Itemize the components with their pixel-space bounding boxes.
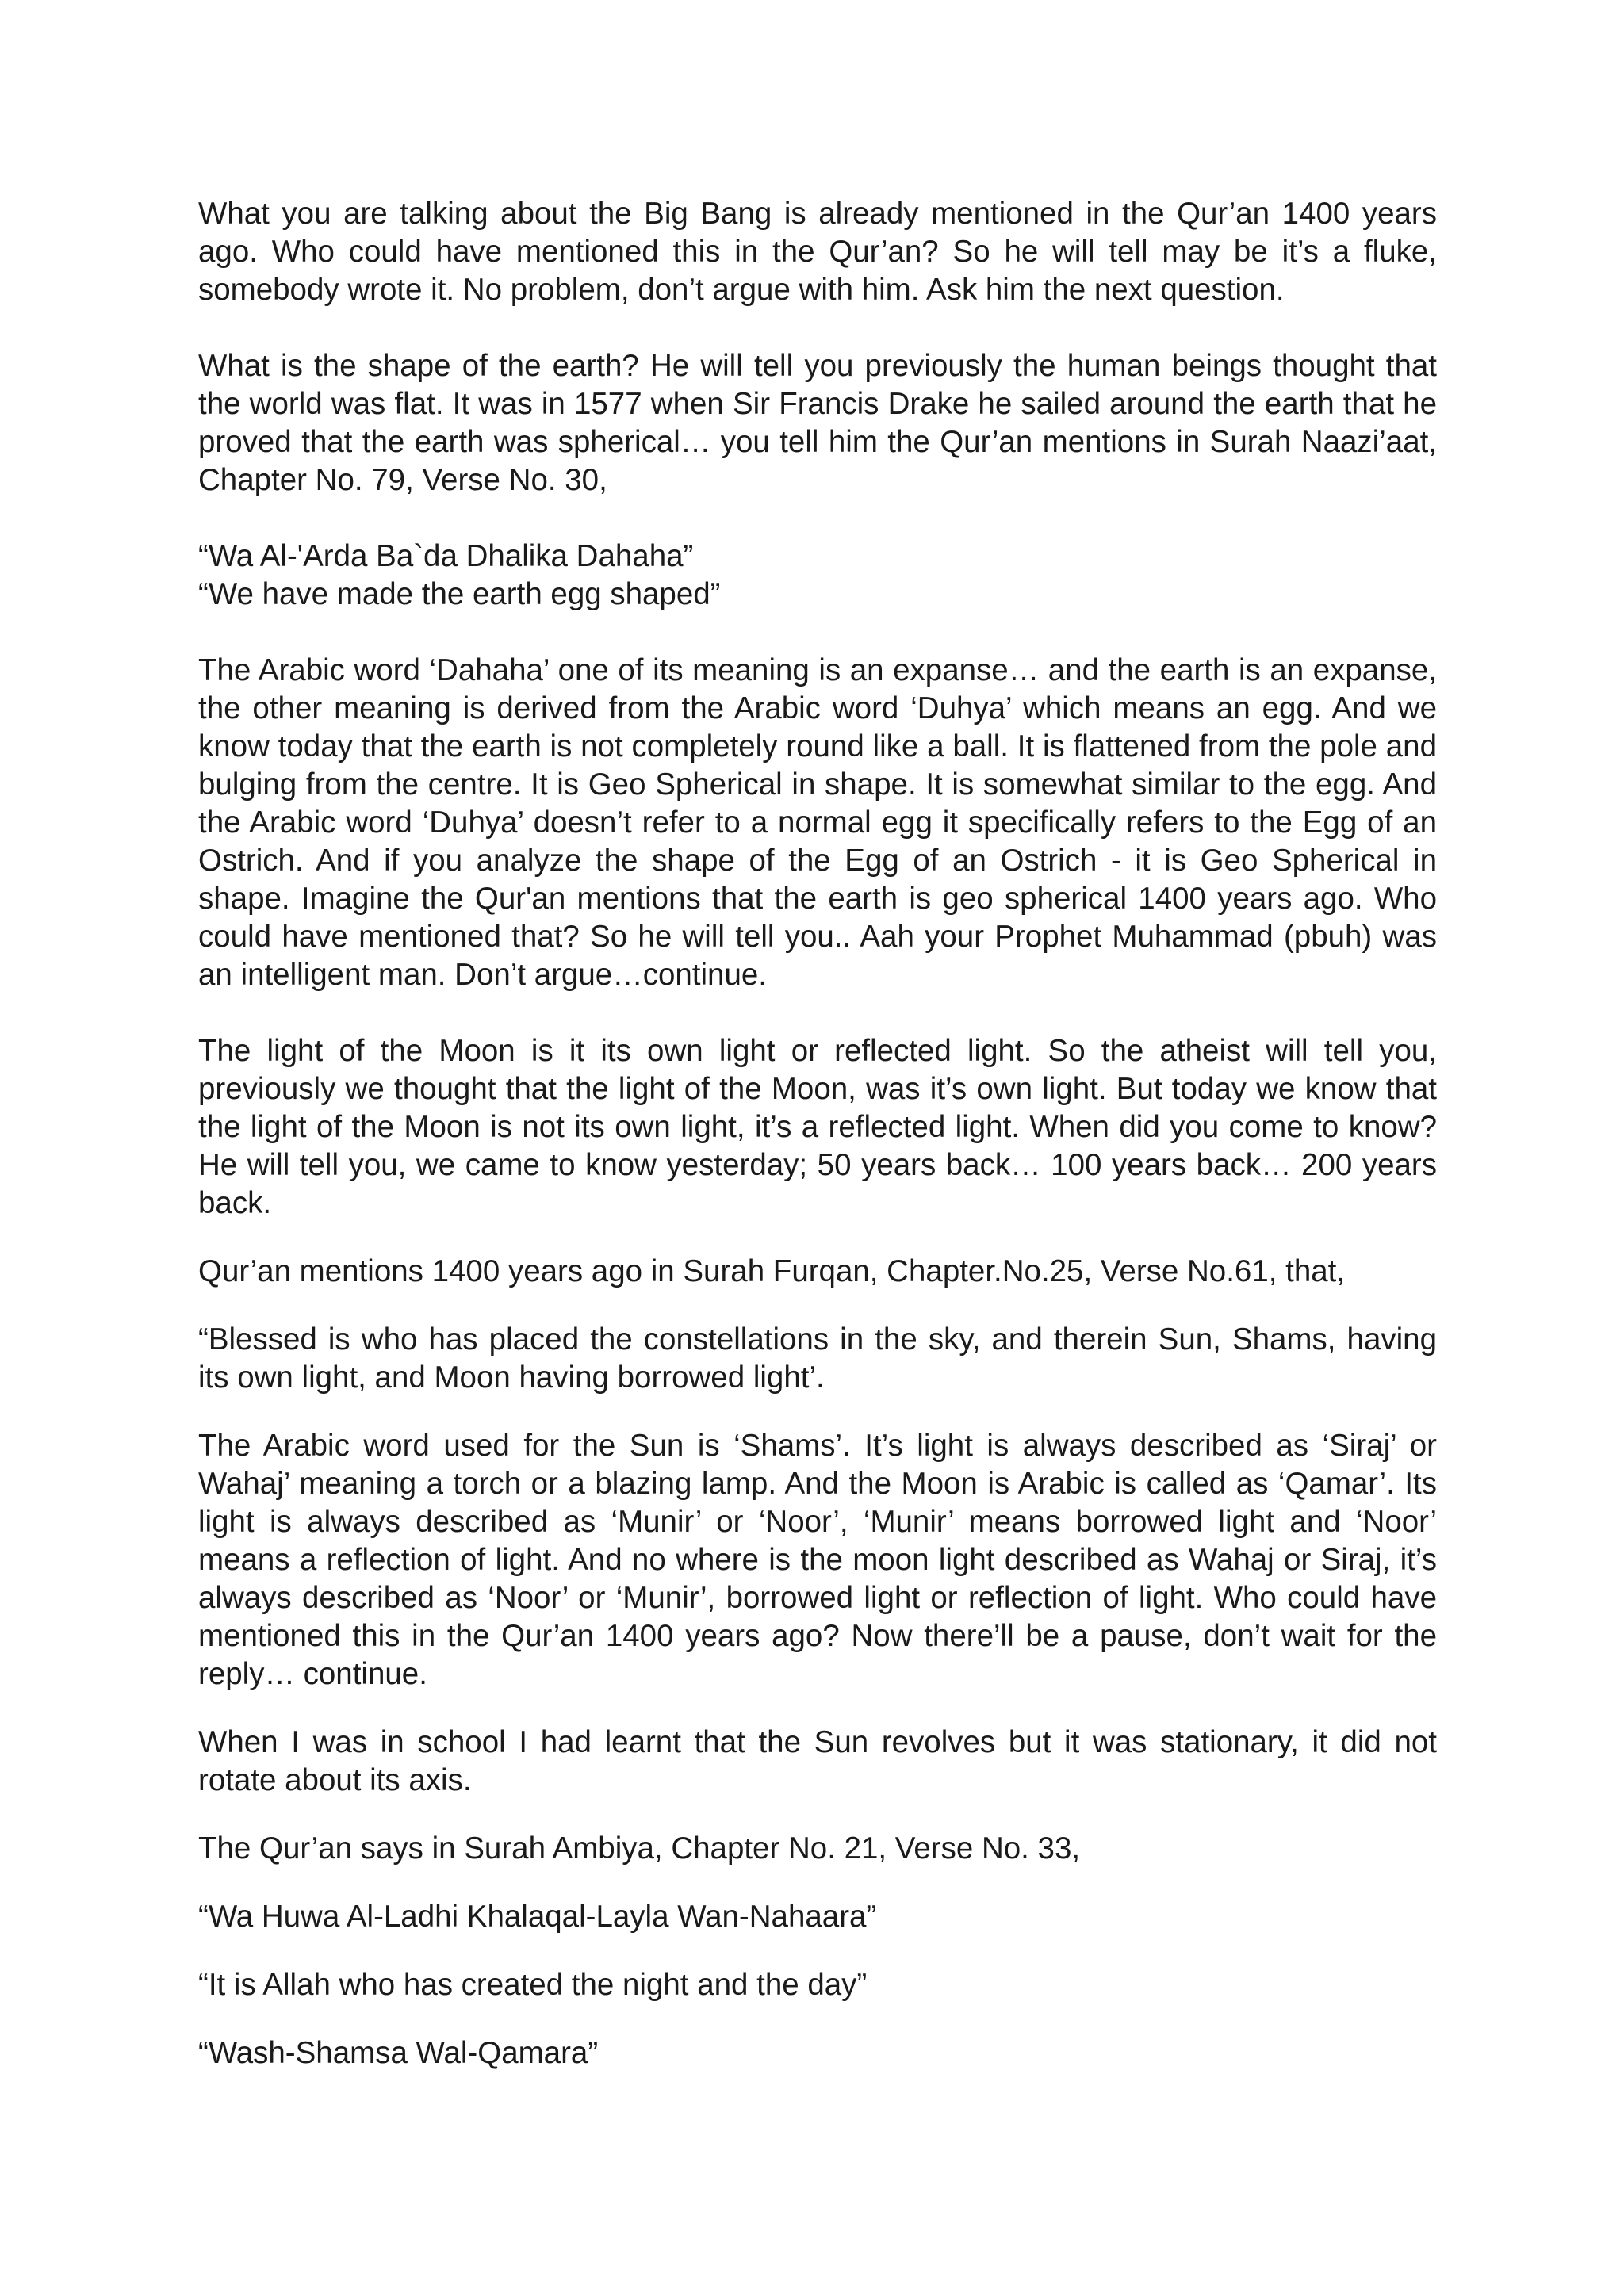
quote-arabic-sun-moon: “Wash-Shamsa Wal-Qamara” xyxy=(198,2036,599,2070)
paragraph-surah-furqan: Qur’an mentions 1400 years ago in Surah Furqan, Chapter.No.25, Verse No.61, that, xyxy=(198,1254,1346,1288)
quote-arabic-night-day: “Wa Huwa Al-Ladhi Khalaqal-Layla Wan-Nahaara” xyxy=(198,1900,877,1934)
quote-translation-night-day: “It is Allah who has created the night and the day” xyxy=(198,1968,868,2002)
paragraph-dahaha-meaning: The Arabic word ‘Dahaha’ one of its meaning is an expanse… and the earth is an expanse, the other meaning is derived from the Arabic word ‘Duhya’ which means an egg. And we know today that the earth is not completely round like a ball. It is flattened from the pole and bulging from the centre. It is Geo Spherical in shape. It is somewhat similar to the egg. And the Arabic word ‘Duhya’ doesn’t refer to a normal egg it specifically refers to the Egg of an Ostrich. And if you analyze the shape of the Egg of an Ostrich - it is Geo Spherical in shape. Imagine the Qur'an mentions that the earth is geo spherical 1400 years ago. Who could have mentioned that? So he will tell you.. Aah your Prophet Muhammad (pbuh) was an intelligent man. Don’t argue…continue. xyxy=(198,653,1437,992)
paragraph-shams-qamar: The Arabic word used for the Sun is ‘Shams’. It’s light is always described as ‘Siraj’ or Wahaj’ meaning a torch or a blazing lamp. And the Moon is Arabic is called as ‘Qamar’. Its light is always described as ‘Munir’ or ‘Noor’, ‘Munir’ means borrowed light and ‘Noor’ means a reflection of light. And no where is the moon light described as Wahaj or Siraj, it’s always described as ‘Noor’ or ‘Munir’, borrowed light or reflection of light. Who could have mentioned this in the Qur’an 1400 years ago? Now there’ll be a pause, don’t wait for the reply… continue. xyxy=(198,1429,1437,1691)
quote-constellations: “Blessed is who has placed the constellations in the sky, and therein Sun, Shams, having its own light, and Moon having borrowed light’. xyxy=(198,1322,1437,1395)
paragraph-shape-of-earth: What is the shape of the earth? He will tell you previously the human beings thought that the world was flat. It was in 1577 when Sir Francis Drake he sailed around the earth that he proved that the earth was spherical… you tell him the Qur’an mentions in Surah Naazi’aat, Chapter No. 79, Verse No. 30, xyxy=(198,349,1437,497)
quote-translation-egg-shaped: “We have made the earth egg shaped” xyxy=(198,577,721,611)
paragraph-big-bang: What you are talking about the Big Bang is already mentioned in the Qur’an 1400 years ago. Who could have mentioned this in the Qur’an? So he will tell may be it’s a fluke, somebody wrote it. No problem, don’t argue with him. Ask him the next question. xyxy=(198,197,1437,307)
quote-arabic-dahaha: “Wa Al-'Arda Ba`da Dhalika Dahaha” xyxy=(198,539,694,573)
paragraph-surah-ambiya: The Qur’an says in Surah Ambiya, Chapter No. 21, Verse No. 33, xyxy=(198,1831,1081,1866)
document-body xyxy=(198,195,1437,2072)
paragraph-school-sun: When I was in school I had learnt that the Sun revolves but it was stationary, it did not rotate about its axis. xyxy=(198,1725,1437,1797)
paragraph-light-of-moon: The light of the Moon is it its own light or reflected light. So the atheist will tell you, previously we thought that the light of the Moon, was it’s own light. But today we know that the light of the Moon is not its own light, it’s a reflected light. When did you come to know? He will tell you, we came to know yesterday; 50 years back… 100 years back… 200 years back. xyxy=(198,1034,1437,1220)
